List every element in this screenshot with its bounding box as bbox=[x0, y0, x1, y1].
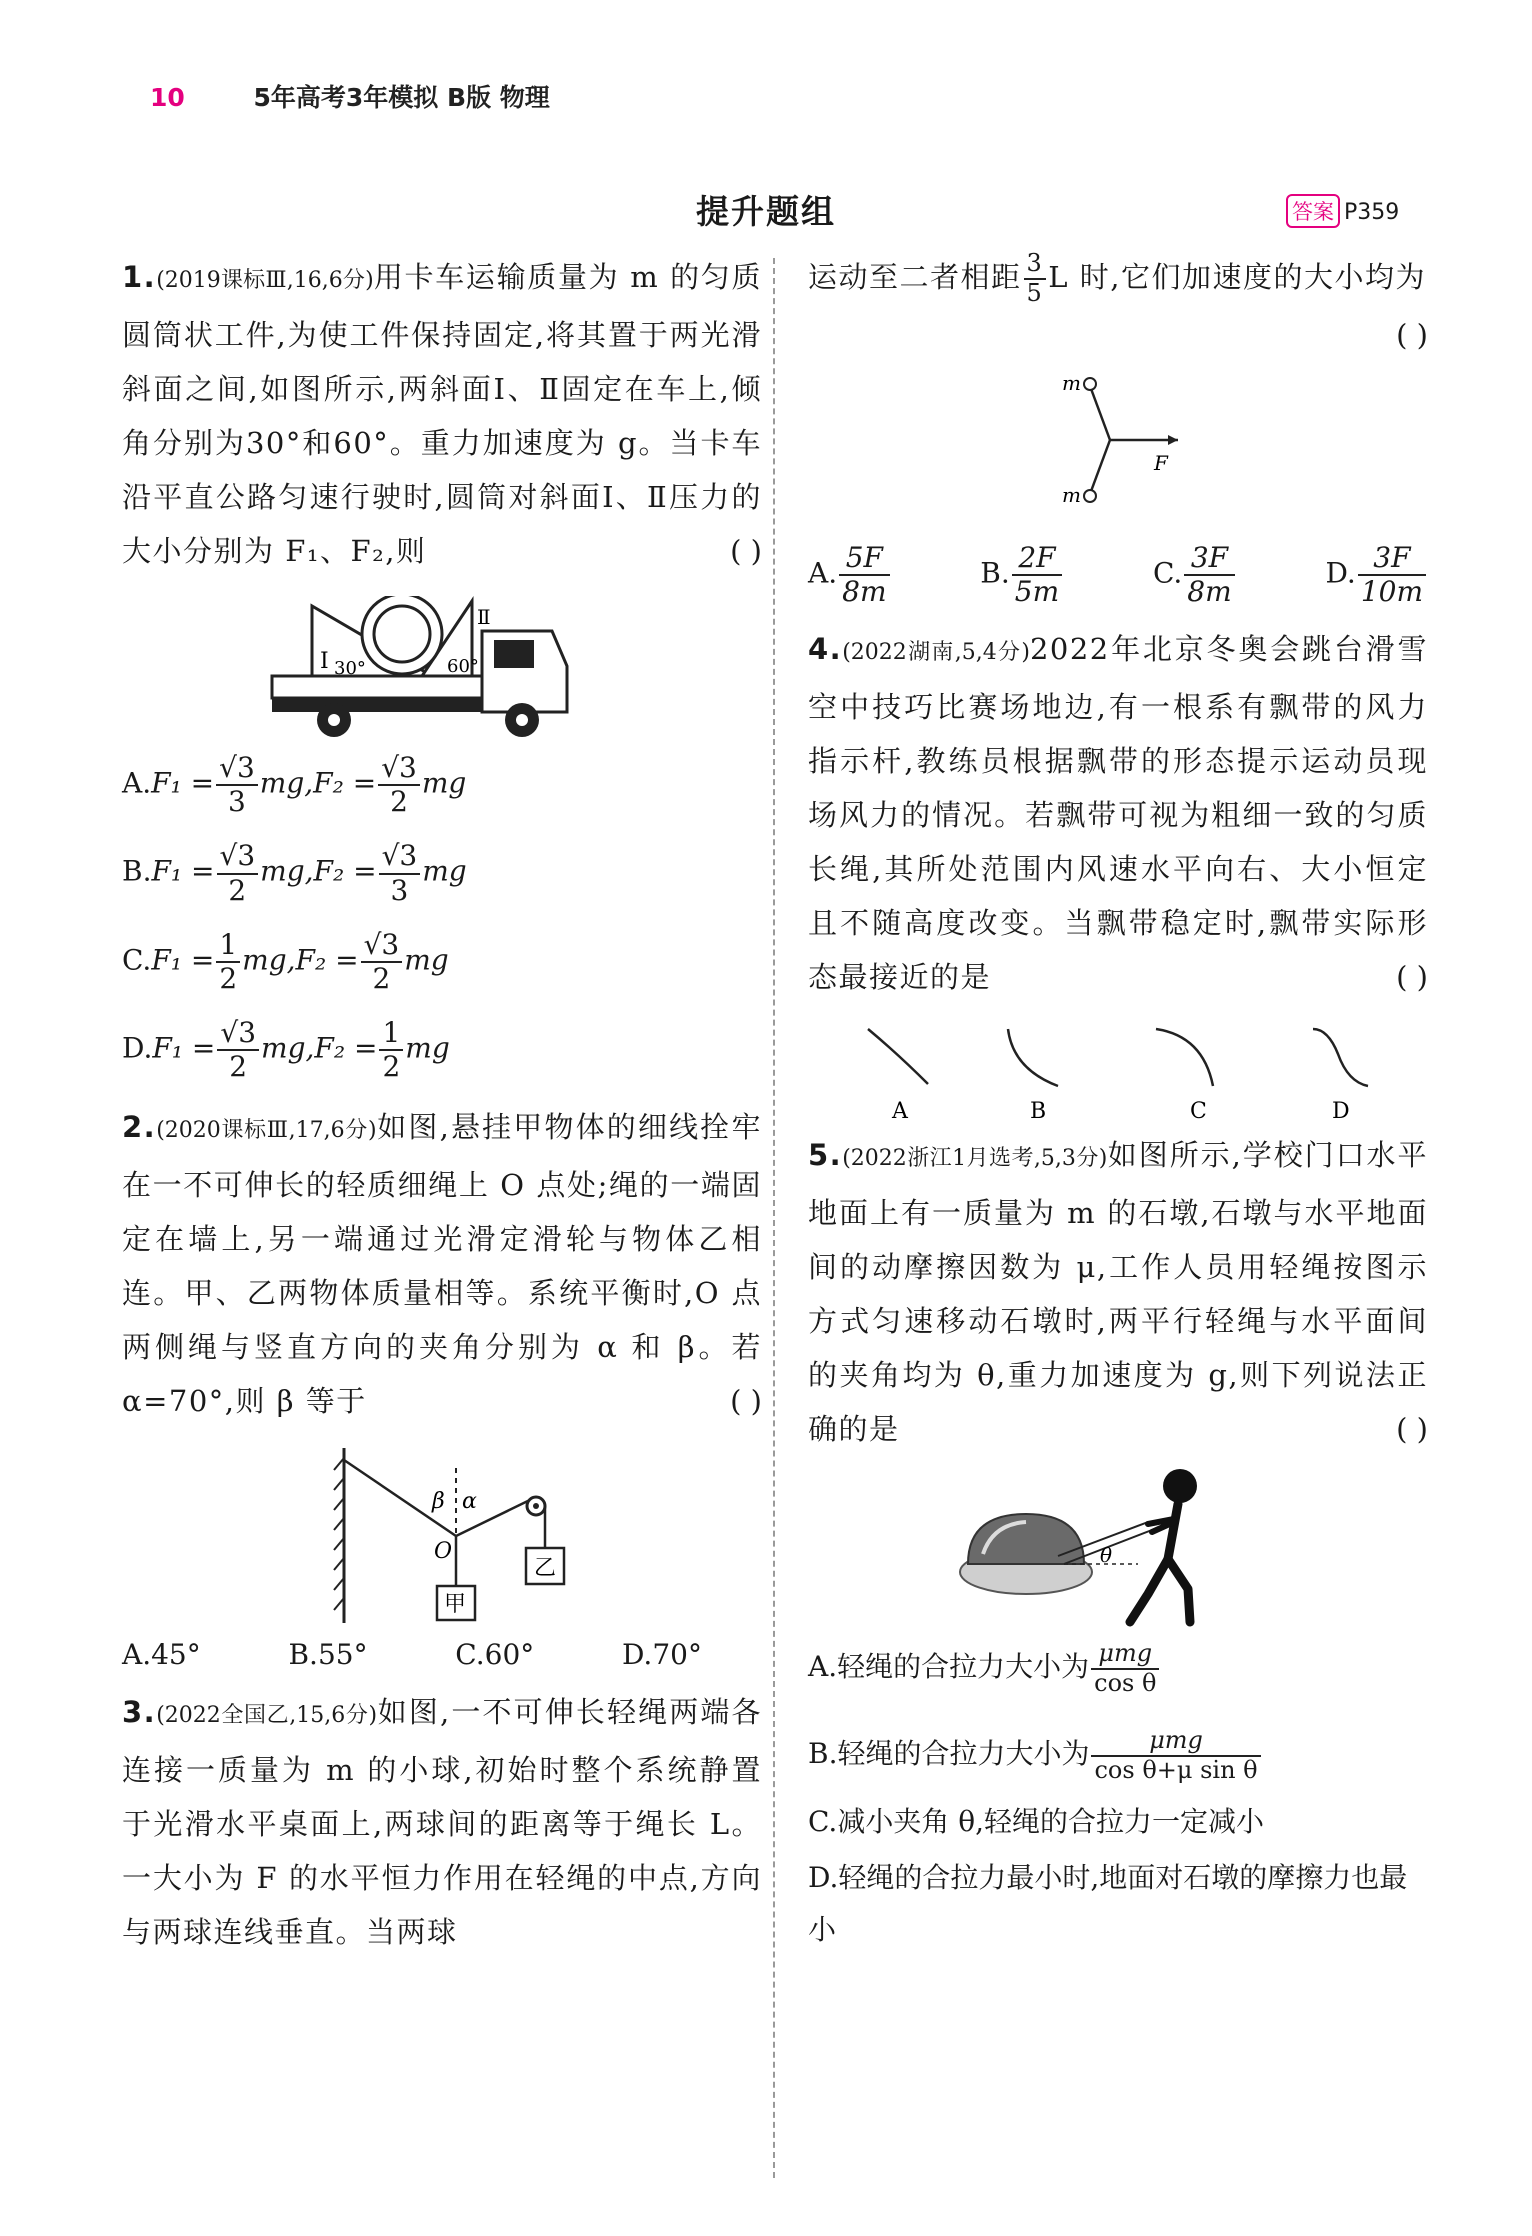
section-title: 提升题组 bbox=[696, 192, 836, 231]
question-stem: 2022年北京冬奥会跳台滑雪空中技巧比赛场地边,有一根系有飘带的风力指示杆,教练员根据飘带的形态提示运动员现场风力的情况。若飘带可视为粗细一致的匀质长绳,其所处范围内风速水平向右、大小恒定且不随高度改变。当飘带稳定时,飘带实际形态最接近的是 bbox=[808, 631, 1428, 994]
answer-bracket: ( ) bbox=[1396, 317, 1428, 352]
column-divider bbox=[773, 258, 775, 2178]
cylinder-inner bbox=[374, 606, 430, 662]
ribbon-shape-a bbox=[868, 1029, 928, 1084]
ribbon-shape-c bbox=[1156, 1029, 1213, 1086]
label-jia: 甲 bbox=[444, 1591, 467, 1617]
ribbon-label-d[interactable]: D bbox=[1332, 1098, 1350, 1124]
question-source: (2022湖南,5,4分) bbox=[842, 639, 1030, 665]
q1-option-b[interactable]: B.F₁ = $\frac{√3}{2}$ mg,F₂ = $\frac{√3}{3}$ mg bbox=[122, 839, 467, 907]
question-source: (2019课标Ⅲ,16,6分) bbox=[156, 268, 374, 293]
pulley-figure bbox=[122, 1438, 762, 1628]
q2-option-c[interactable]: C.60° bbox=[455, 1637, 535, 1671]
q5-option-c[interactable]: C.减小夹角 θ,轻绳的合拉力一定减小 bbox=[808, 1805, 1264, 1839]
question-number: 5. bbox=[808, 1137, 843, 1172]
label-beta: β bbox=[432, 1488, 445, 1514]
q1-option-a[interactable]: A.F₁ = $\frac{√3}{3}$ mg,F₂ = $\frac{√3}{2}$ mg bbox=[122, 751, 467, 819]
label-alpha: α bbox=[462, 1488, 477, 1514]
answer-bracket: ( ) bbox=[1396, 1411, 1428, 1446]
wheel-rear-hub bbox=[328, 714, 340, 726]
q3-option-b[interactable]: B. $\frac{2F}{5m}$ bbox=[980, 542, 1064, 608]
question-stem: 如图,一不可伸长轻绳两端各连接一质量为 m 的小球,初始时整个系统静置于光滑水平桌面上,两球间的距离等于绳长 L。一大小为 F 的水平恒力作用在轻绳的中点,方向与两球连线垂直。当两球 bbox=[122, 1694, 762, 1949]
ribbon-options-figure bbox=[808, 1014, 1428, 1124]
label-F: F bbox=[1154, 450, 1168, 475]
answer-bracket: ( ) bbox=[730, 534, 762, 568]
q2-option-d[interactable]: D.70° bbox=[621, 1637, 702, 1671]
angle-30-label: 30° bbox=[334, 658, 366, 679]
truck-bed bbox=[272, 676, 482, 698]
truck-window bbox=[494, 640, 534, 668]
stone-pier-ball bbox=[968, 1514, 1084, 1564]
q1-options bbox=[122, 752, 762, 1084]
label-theta: θ bbox=[1100, 1542, 1113, 1567]
q1-option-c[interactable]: C.F₁ = $\frac{1}{2}$ mg,F₂ = $\frac{√3}{2}$ mg bbox=[122, 927, 449, 995]
q2-options bbox=[122, 1638, 762, 1671]
question-source: (2022浙江1月选考,5,3分) bbox=[842, 1145, 1108, 1171]
q5-options bbox=[808, 1640, 1428, 1956]
question-stem: 用卡车运输质量为 m 的匀质圆筒状工件,为使工件保持固定,将其置于两光滑斜面之间,如图所示,两斜面Ⅰ、Ⅱ固定在车上,倾角分别为30°和60°。重力加速度为 g。当卡车沿平直公路匀速行驶时,圆筒对斜面Ⅰ、Ⅱ压力的大小分别为 F₁、F₂,则 bbox=[122, 260, 762, 568]
rope-upper bbox=[1090, 386, 1110, 440]
question-2 bbox=[122, 1100, 762, 1428]
question-stem: 如图所示,学校门口水平地面上有一质量为 m 的石墩,石墩与水平地面间的动摩擦因数为 μ,工作人员用轻绳按图示方式匀速移动石墩时,两平行轻绳与水平面间的夹角均为 θ,重力加速度为 g,则下列说法正确的是 bbox=[808, 1137, 1428, 1446]
worker-body bbox=[1168, 1504, 1178, 1559]
ribbon-shape-b bbox=[1008, 1029, 1058, 1086]
ball-bottom bbox=[1084, 490, 1096, 502]
question-source: (2022全国乙,15,6分) bbox=[156, 1702, 378, 1728]
question-number: 2. bbox=[122, 1109, 157, 1144]
worker-legs bbox=[1130, 1559, 1190, 1622]
question-number: 1. bbox=[122, 260, 157, 294]
incline-I-label: Ⅰ bbox=[320, 649, 329, 674]
answer-page: P359 bbox=[1344, 200, 1400, 225]
label-m-bottom: m bbox=[1062, 482, 1081, 507]
question-number: 3. bbox=[122, 1694, 157, 1729]
rope-lower bbox=[1090, 440, 1110, 494]
q2-option-b[interactable]: B.55° bbox=[288, 1637, 368, 1671]
question-5 bbox=[808, 1128, 1428, 1456]
question-number: 4. bbox=[808, 631, 843, 666]
force-arrowhead bbox=[1168, 435, 1178, 445]
label-yi: 乙 bbox=[534, 1555, 557, 1581]
question-stem: 如图,悬挂甲物体的细线拴牢在一不可伸长的轻质细绳上 O 点处;绳的一端固定在墙上,另一端通过光滑定滑轮与物体乙相连。甲、乙两物体质量相等。系统平衡时,O 点两侧绳与竖直方向的夹角分别为 α 和 β。若α=70°,则 β 等于 bbox=[122, 1109, 762, 1418]
question-4 bbox=[808, 622, 1428, 1004]
left-column bbox=[122, 250, 762, 1959]
q2-option-a[interactable]: A.45° bbox=[122, 1637, 201, 1671]
worker-head bbox=[1163, 1469, 1197, 1503]
answer-bracket: ( ) bbox=[730, 1383, 762, 1418]
answer-reference bbox=[1286, 194, 1399, 228]
q5-option-d[interactable]: D.轻绳的合拉力最小时,地面对石墩的摩擦力也最小 bbox=[808, 1861, 1408, 1947]
answer-bracket: ( ) bbox=[1396, 959, 1428, 994]
ribbon-label-a[interactable]: A bbox=[892, 1098, 908, 1124]
stone-pier-figure bbox=[808, 1464, 1428, 1634]
question-1 bbox=[122, 250, 762, 578]
q3-option-c[interactable]: C. $\frac{3F}{8m}$ bbox=[1153, 542, 1237, 608]
q1-option-d[interactable]: D.F₁ = $\frac{√3}{2}$ mg,F₂ = $\frac{1}{2}$ mg bbox=[122, 1016, 450, 1084]
book-title: 5年高考3年模拟 B版 物理 bbox=[253, 83, 550, 112]
label-O: O bbox=[434, 1538, 453, 1564]
angle-60-label: 60° bbox=[447, 656, 479, 677]
ball-top bbox=[1084, 378, 1096, 390]
wheel-front-hub bbox=[516, 714, 528, 726]
right-column bbox=[808, 250, 1428, 1956]
label-m-top: m bbox=[1062, 370, 1081, 395]
ribbon-label-c[interactable]: C bbox=[1190, 1098, 1207, 1124]
q3-options bbox=[808, 542, 1428, 608]
question-3 bbox=[122, 1685, 762, 1959]
page-number: 10 bbox=[150, 83, 185, 112]
two-balls-figure bbox=[808, 362, 1428, 532]
question-source: (2020课标Ⅲ,17,6分) bbox=[156, 1117, 377, 1143]
answer-tag: 答案 bbox=[1286, 194, 1340, 228]
ribbon-label-b[interactable]: B bbox=[1030, 1098, 1047, 1124]
q3-option-a[interactable]: A. $\frac{5F}{8m}$ bbox=[808, 542, 892, 608]
q3-option-d[interactable]: D. $\frac{3F}{10m}$ bbox=[1325, 542, 1428, 608]
question-3-continued: 运动至二者相距 $\frac{3}{5}$ L 时,它们加速度的大小均为 ( ) bbox=[808, 250, 1428, 308]
page-header bbox=[150, 78, 550, 114]
truck-figure bbox=[122, 596, 762, 746]
incline-II-label: Ⅱ bbox=[477, 605, 491, 629]
ribbon-shape-d bbox=[1313, 1029, 1368, 1086]
q5-option-a[interactable]: A.轻绳的合拉力大小为 $\frac{\text{μmg}}{\text{cos θ}}$ bbox=[808, 1640, 1428, 1697]
q5-option-b[interactable]: B.轻绳的合拉力大小为 $\frac{\text{μmg}}{\text{cos θ+μ sin θ}}$ bbox=[808, 1727, 1428, 1784]
